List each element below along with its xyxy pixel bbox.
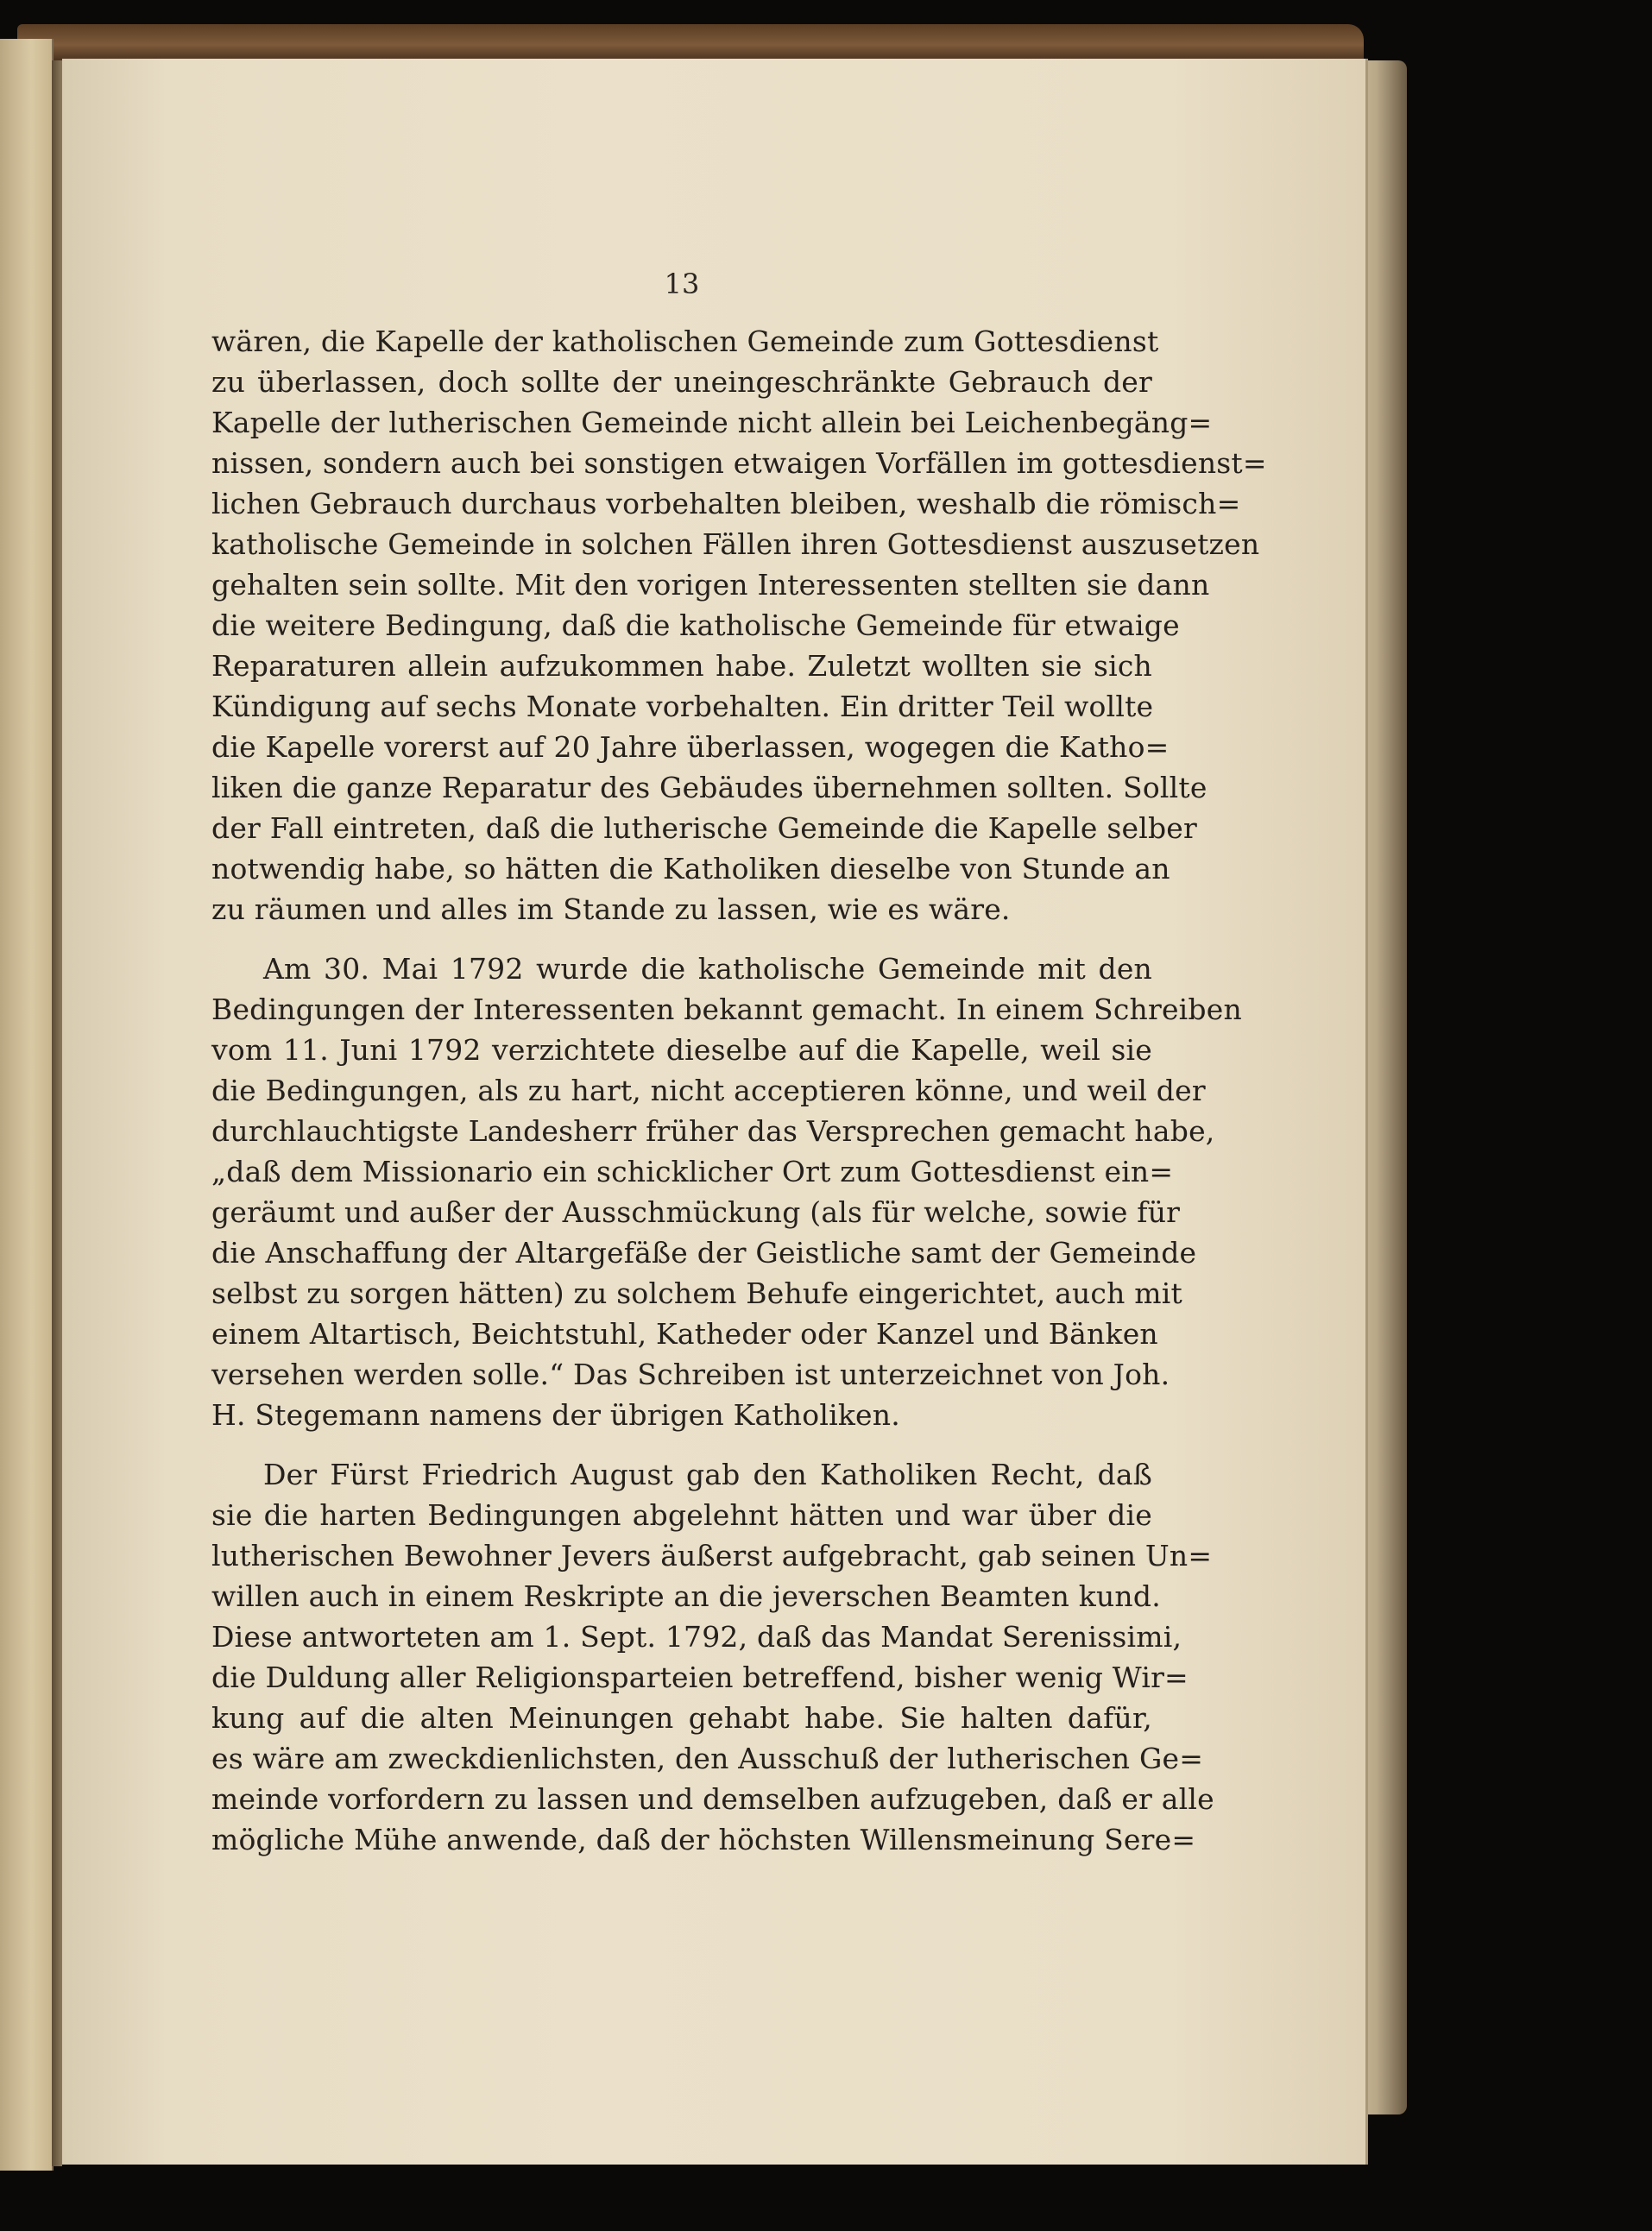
text-line: es wäre am zweckdienlichsten, den Ausschuß der lutherischen Ge= [211, 1742, 1204, 1775]
text-line: die Bedingungen, als zu hart, nicht acceptieren könne, und weil der [211, 1074, 1206, 1107]
text-line: die Duldung aller Religionsparteien betreffend, bisher wenig Wir= [211, 1661, 1189, 1694]
text-line: Diese antworteten am 1. Sept. 1792, daß das Mandat Serenissimi, [211, 1620, 1182, 1654]
text-line: versehen werden solle.“ Das Schreiben ist unterzeichnet von Joh. [211, 1358, 1170, 1391]
text-line: wären, die Kapelle der katholischen Gemeinde zum Gottesdienst [211, 325, 1159, 358]
text-line: einem Altartisch, Beichtstuhl, Katheder oder Kanzel und Bänken [211, 1317, 1158, 1351]
body-text [211, 321, 1267, 1860]
text-line: Der Fürst Friedrich August gab den Katholiken Recht, daß [263, 1458, 1152, 1491]
text-line: geräumt und außer der Ausschmückung (als für welche, sowie für [211, 1195, 1181, 1229]
text-line: die weitere Bedingung, daß die katholische Gemeinde für etwaige [211, 608, 1180, 642]
text-line: selbst zu sorgen hätten) zu solchem Behufe eingerichtet, auch mit [211, 1276, 1182, 1310]
text-line: Kündigung auf sechs Monate vorbehalten. Ein dritter Teil wollte [211, 690, 1154, 723]
text-line: mögliche Mühe anwende, daß der höchsten Willensmeinung Sere= [211, 1823, 1196, 1856]
text-line: Kapelle der lutherischen Gemeinde nicht allein bei Leichenbegäng= [211, 406, 1213, 439]
text-line: lutherischen Bewohner Jevers äußerst aufgebracht, gab seinen Un= [211, 1539, 1213, 1572]
text-line: kung auf die alten Meinungen gehabt habe. Sie halten dafür, [211, 1701, 1152, 1735]
text-line: zu überlassen, doch sollte der uneingeschränkte Gebrauch der [211, 365, 1152, 399]
text-line: notwendig habe, so hätten die Katholiken dieselbe von Stunde an [211, 852, 1170, 885]
text-line: katholische Gemeinde in solchen Fällen ihren Gottesdienst auszusetzen [211, 527, 1260, 561]
text-line: sie die harten Bedingungen abgelehnt hätten und war über die [211, 1498, 1152, 1532]
paragraph-gap [211, 1435, 1152, 1454]
text-line: Bedingungen der Interessenten bekannt gemacht. In einem Schreiben [211, 993, 1242, 1026]
paragraph-gap [211, 930, 1152, 948]
text-line: liken die ganze Reparatur des Gebäudes übernehmen sollten. Sollte [211, 771, 1207, 804]
text-line: willen auch in einem Reskripte an die jeverschen Beamten kund. [211, 1579, 1161, 1613]
text-line: zu räumen und alles im Stande zu lassen, wie es wäre. [211, 892, 1011, 926]
text-line: H. Stegemann namens der übrigen Katholiken. [211, 1398, 900, 1432]
text-line: „daß dem Missionario ein schicklicher Ort zum Gottesdienst ein= [211, 1155, 1174, 1188]
text-line: nissen, sondern auch bei sonstigen etwaigen Vorfällen im gottesdienst= [211, 446, 1267, 480]
text-line: vom 11. Juni 1792 verzichtete dieselbe auf die Kapelle, weil sie [211, 1033, 1152, 1067]
facing-page-edge [0, 39, 54, 2171]
text-line: Reparaturen allein aufzukommen habe. Zuletzt wollten sie sich [211, 649, 1152, 683]
text-line: lichen Gebrauch durchaus vorbehalten bleiben, weshalb die römisch= [211, 487, 1241, 520]
text-line: der Fall eintreten, daß die lutherische Gemeinde die Kapelle selber [211, 811, 1197, 845]
text-line: durchlauchtigste Landesherr früher das Versprechen gemacht habe, [211, 1114, 1215, 1148]
text-line: die Kapelle vorerst auf 20 Jahre überlassen, wogegen die Katho= [211, 730, 1170, 764]
page-number: 13 [664, 268, 700, 300]
text-line: Am 30. Mai 1792 wurde die katholische Gemeinde mit den [263, 952, 1152, 986]
text-line: meinde vorfordern zu lassen und demselben aufzugeben, daß er alle [211, 1782, 1214, 1816]
text-line: die Anschaffung der Altargefäße der Geistliche samt der Gemeinde [211, 1236, 1197, 1270]
text-line: gehalten sein sollte. Mit den vorigen Interessenten stellten sie dann [211, 568, 1210, 602]
spine-shadow [52, 60, 62, 2166]
